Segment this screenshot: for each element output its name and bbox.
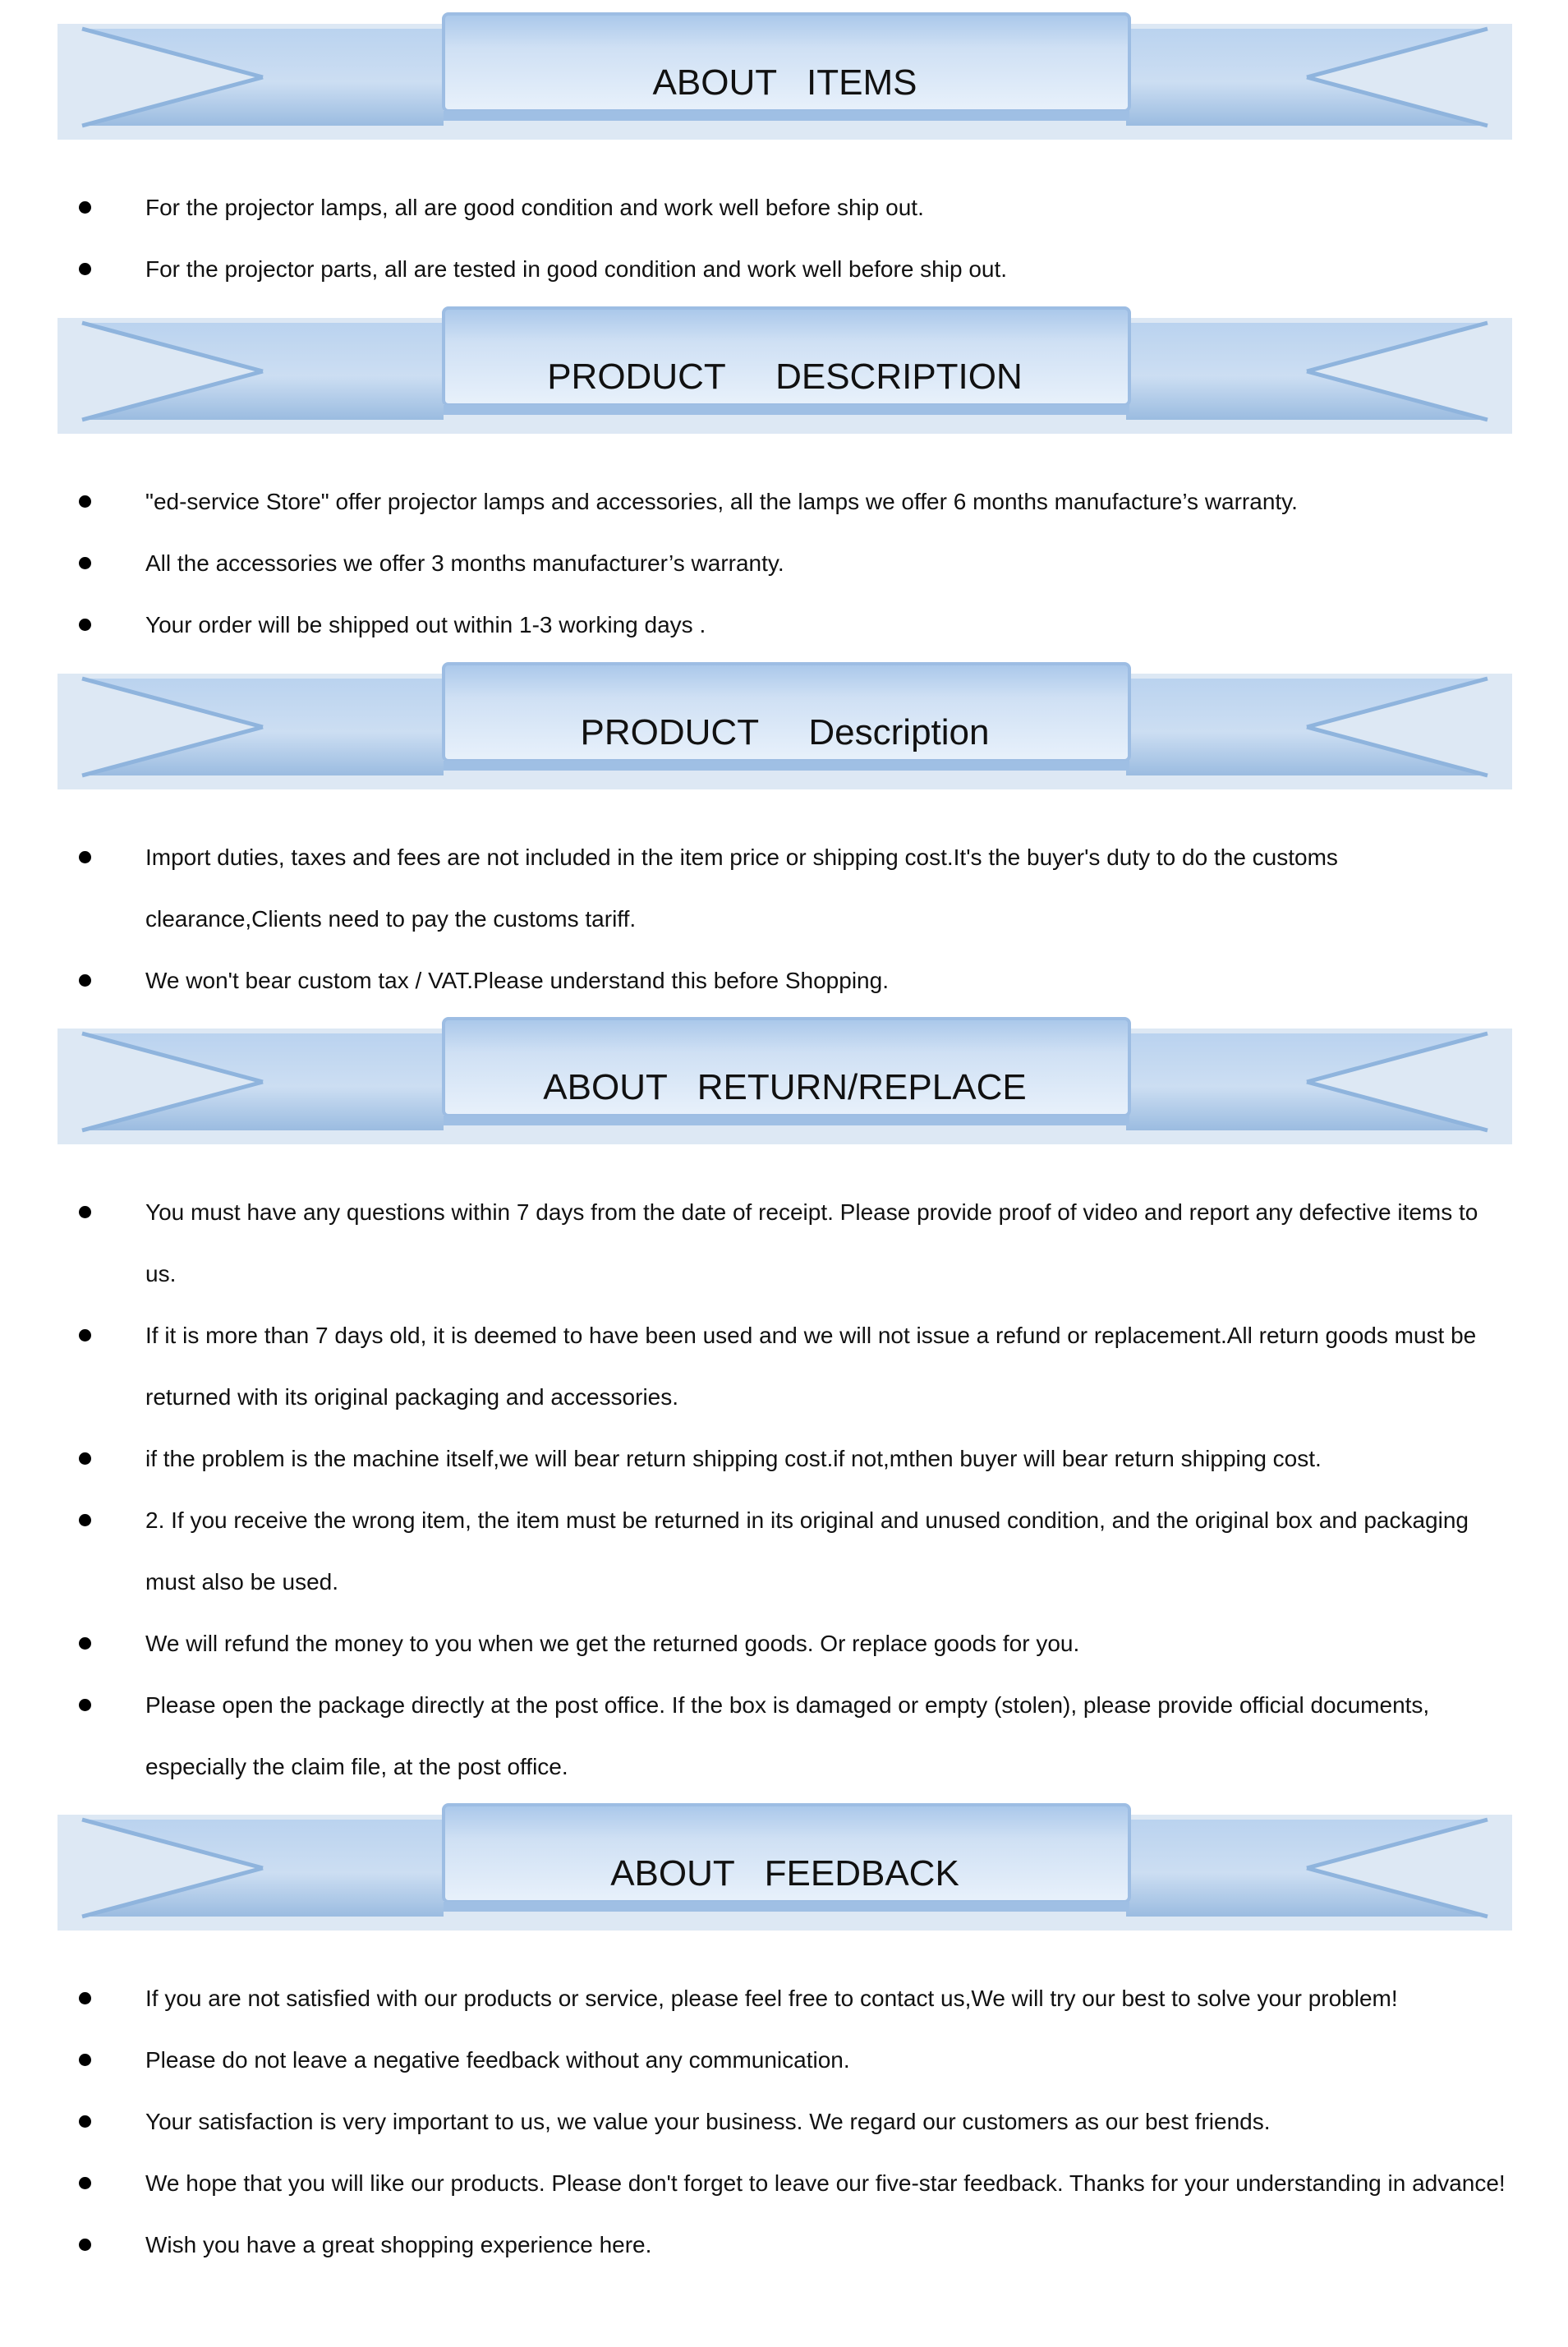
list-item-text: Wish you have a great shopping experience here. <box>145 2232 652 2257</box>
list-item <box>0 1967 1568 2029</box>
section-banner <box>57 662 1512 789</box>
list-item <box>0 1428 1568 1489</box>
list-item-text: We hope that you will like our products. Please don't forget to leave our five-star feedback. Thanks for your understanding in advance! <box>145 2170 1506 2196</box>
bullet-icon <box>79 1514 91 1526</box>
list-item-text: "ed-service Store" offer projector lamps and accessories, all the lamps we offer 6 months manufacture’s warranty. <box>145 489 1298 514</box>
list-item-text: If you are not satisfied with our products or service, please feel free to contact us,We will try our best to solve your problem! <box>145 1986 1398 2011</box>
bullet-icon <box>79 1637 91 1650</box>
bullet-icon <box>79 2239 91 2251</box>
list-item <box>0 950 1568 1011</box>
section-title: ABOUT FEEDBACK <box>610 1853 959 1894</box>
list-item <box>0 177 1568 238</box>
list-item-text: Your order will be shipped out within 1-3 working days . <box>145 612 706 637</box>
bullet-icon <box>79 557 91 569</box>
list-item <box>0 826 1568 950</box>
list-item <box>0 1489 1568 1613</box>
list-item-text: Please open the package directly at the post office. If the box is damaged or empty (stolen), please provide official documents, especially the claim file, at the post office. <box>145 1692 1430 1779</box>
bullet-list <box>0 1967 1568 2276</box>
list-item-text: You must have any questions within 7 days from the date of receipt. Please provide proof of video and report any defective items to us. <box>145 1199 1478 1286</box>
list-item <box>0 1305 1568 1428</box>
list-item <box>0 2029 1568 2091</box>
bullet-icon <box>79 263 91 275</box>
list-item-text: Your satisfaction is very important to us, we value your business. We regard our customers as our best friends. <box>145 2109 1271 2134</box>
list-item <box>0 594 1568 656</box>
list-item-text: All the accessories we offer 3 months manufacturer’s warranty. <box>145 550 784 576</box>
section-banner <box>57 306 1512 434</box>
bullet-list <box>0 826 1568 1011</box>
list-item <box>0 1613 1568 1674</box>
bullet-icon <box>79 201 91 214</box>
bullet-icon <box>79 619 91 631</box>
bullet-icon <box>79 851 91 863</box>
section-banner <box>57 1017 1512 1144</box>
list-item <box>0 1181 1568 1305</box>
section-title: PRODUCT Description <box>580 712 990 752</box>
list-item <box>0 2152 1568 2214</box>
bullet-icon <box>79 974 91 987</box>
list-item <box>0 2214 1568 2276</box>
list-item-text: Import duties, taxes and fees are not included in the item price or shipping cost.It's the buyer's duty to do the customs clearance,Clients need to pay the customs tariff. <box>145 844 1338 932</box>
list-item <box>0 2091 1568 2152</box>
bullet-icon <box>79 1452 91 1465</box>
bullet-icon <box>79 1329 91 1341</box>
bullet-icon <box>79 2054 91 2066</box>
section-banner <box>57 1803 1512 1931</box>
section-title: ABOUT RETURN/REPLACE <box>543 1067 1027 1107</box>
list-item-text: If it is more than 7 days old, it is deemed to have been used and we will not issue a refund or replacement.All return goods must be returned with its original packaging and accessories. <box>145 1323 1477 1410</box>
list-item-text: We won't bear custom tax / VAT.Please understand this before Shopping. <box>145 968 889 993</box>
bullet-list <box>0 1181 1568 1797</box>
bullet-icon <box>79 495 91 508</box>
section-title: ABOUT ITEMS <box>652 62 917 103</box>
list-item-text: Please do not leave a negative feedback without any communication. <box>145 2047 850 2073</box>
bullet-icon <box>79 1992 91 2004</box>
bullet-icon <box>79 2115 91 2128</box>
list-item <box>0 532 1568 594</box>
bullet-icon <box>79 2177 91 2189</box>
list-item-text: For the projector lamps, all are good condition and work well before ship out. <box>145 195 924 220</box>
bullet-icon <box>79 1699 91 1711</box>
list-item <box>0 238 1568 300</box>
section-title: PRODUCT DESCRIPTION <box>547 357 1023 397</box>
list-item-text: For the projector parts, all are tested in good condition and work well before ship out. <box>145 256 1008 282</box>
list-item <box>0 471 1568 532</box>
list-item-text: 2. If you receive the wrong item, the item must be returned in its original and unused condition, and the original box and packaging must also be used. <box>145 1507 1469 1595</box>
bullet-list <box>0 177 1568 300</box>
list-item-text: We will refund the money to you when we get the returned goods. Or replace goods for you. <box>145 1631 1080 1656</box>
bullet-icon <box>79 1206 91 1218</box>
list-item-text: if the problem is the machine itself,we will bear return shipping cost.if not,mthen buyer will bear return shipping cost. <box>145 1446 1322 1471</box>
list-item <box>0 1674 1568 1797</box>
section-banner <box>57 12 1512 140</box>
bullet-list <box>0 471 1568 656</box>
